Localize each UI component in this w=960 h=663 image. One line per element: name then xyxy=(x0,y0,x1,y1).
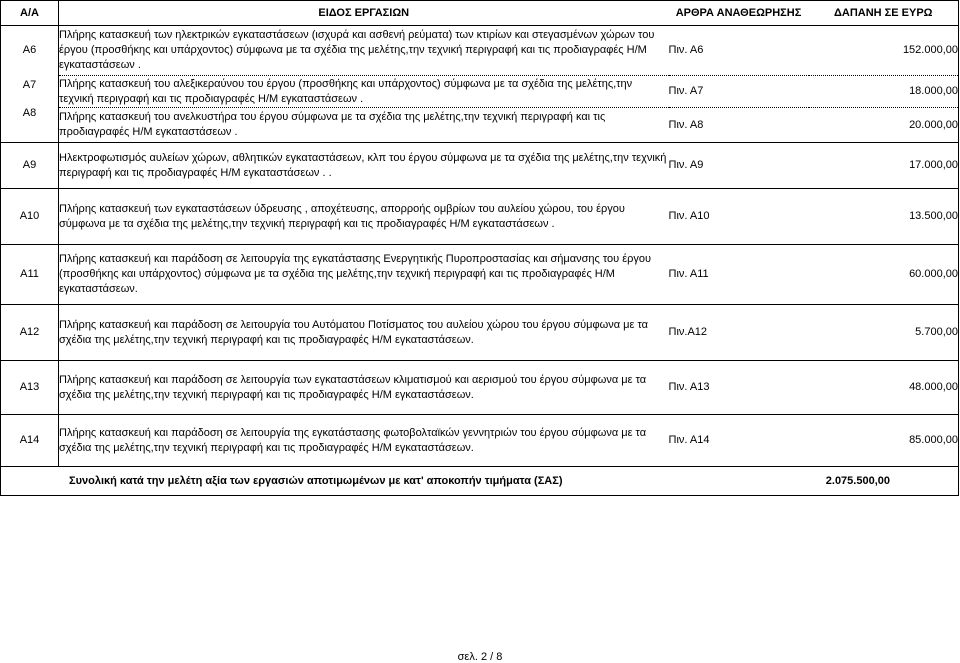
row-code: Α9 xyxy=(1,143,59,189)
row-description: Πλήρης κατασκευή και παράδοση σε λειτουργία της εγκατάστασης Ενεργητικής Πυροπροστασίας και σήμανσης του έργου (προσθήκης και υπάρχοντος) σύμφωνα με τα σχέδια της μελέτης,την τεχνική περιγραφή και τις προδιαγραφές Η/Μ εγκαταστάσεων. xyxy=(59,245,669,305)
table-row xyxy=(1,143,959,189)
total-label: Συνολική κατά την μελέτη αξία των εργασιών αποτιμωμένων με κατ' αποκοπήν τιμήματα (ΣΑΣ) xyxy=(1,467,809,496)
total-value: 2.075.500,00 xyxy=(809,467,959,496)
row-code: Α6 xyxy=(22,44,37,56)
table-row xyxy=(1,76,959,108)
table-row xyxy=(1,189,959,245)
row-description: Ηλεκτροφωτισμός αυλείων χώρων, αθλητικών εγκαταστάσεων, κλπ του έργου σύμφωνα με τα σχέδια της μελέτης,την τεχνική περιγραφή και τις προδιαγραφές Η/Μ εγκαταστάσεων . . xyxy=(59,143,669,189)
row-cost: 17.000,00 xyxy=(809,143,959,189)
row-code: Α10 xyxy=(1,189,59,245)
row-cost: 48.000,00 xyxy=(809,361,959,415)
row-cost: 5.700,00 xyxy=(809,305,959,361)
row-reference: Πιν. Α8 xyxy=(669,108,809,143)
header-reference: ΑΡΘΡΑ ΑΝΑΘΕΩΡΗΣΗΣ xyxy=(669,1,809,26)
table-row xyxy=(1,108,959,143)
row-cost: 20.000,00 xyxy=(809,108,959,143)
page-number: σελ. 2 / 8 xyxy=(457,651,503,663)
row-reference: Πιν. Α7 xyxy=(669,76,809,108)
row-reference: Πιν. Α10 xyxy=(669,189,809,245)
header-description: ΕΙΔΟΣ ΕΡΓΑΣΙΩΝ xyxy=(59,1,669,26)
table-header-row xyxy=(1,1,959,26)
row-cost: 13.500,00 xyxy=(809,189,959,245)
row-cost: 60.000,00 xyxy=(809,245,959,305)
row-cost: 18.000,00 xyxy=(809,76,959,108)
row-reference: Πιν.Α12 xyxy=(669,305,809,361)
row-cost: 85.000,00 xyxy=(809,415,959,467)
row-reference: Πιν. Α9 xyxy=(669,143,809,189)
row-reference: Πιν. Α11 xyxy=(669,245,809,305)
table-row xyxy=(1,245,959,305)
row-description: Πλήρης κατασκευή των ηλεκτρικών εγκαταστάσεων (ισχυρά και ασθενή ρεύματα) των κτιρίων και στεγασμένων χώρων του έργου (προσθήκης και υπάρχοντος) σύμφωνα με τα σχέδια της μελέτης,την τεχνική περιγραφή και τις προδιαγραφές Η/Μ εγκαταστάσεων . xyxy=(59,26,669,76)
row-reference: Πιν. Α14 xyxy=(669,415,809,467)
header-code: Α/Α xyxy=(1,1,59,26)
row-cost: 152.000,00 xyxy=(809,26,959,76)
row-code: Α12 xyxy=(1,305,59,361)
row-code: Α7 xyxy=(22,79,37,91)
table-row xyxy=(1,26,959,76)
table-row xyxy=(1,305,959,361)
row-reference: Πιν. Α6 xyxy=(669,26,809,76)
row-code: Α14 xyxy=(1,415,59,467)
total-row xyxy=(1,467,959,496)
row-code: Α8 xyxy=(22,107,37,119)
header-cost: ΔΑΠΑΝΗ ΣΕ ΕΥΡΩ xyxy=(809,1,959,26)
row-description: Πλήρης κατασκευή και παράδοση σε λειτουργία της εγκατάστασης φωτοβολταϊκών γεννητριών του έργου σύμφωνα με τα σχέδια της μελέτης,την τεχνική περιγραφή και τις προδιαγραφές Η/Μ εγκαταστάσεων. xyxy=(59,415,669,467)
row-reference: Πιν. Α13 xyxy=(669,361,809,415)
row-code: Α13 xyxy=(1,361,59,415)
row-description: Πλήρης κατασκευή των εγκαταστάσεων ύδρευσης , αποχέτευσης, απορροής ομβρίων του αυλείου χώρου, του έργου σύμφωνα με τα σχέδια της μελέτης,την τεχνική περιγραφή και τις προδιαγραφές Η/Μ εγκαταστάσεων . xyxy=(59,189,669,245)
table-row xyxy=(1,415,959,467)
row-code: Α11 xyxy=(1,245,59,305)
row-description: Πλήρης κατασκευή και παράδοση σε λειτουργία του Αυτόματου Ποτίσματος του αυλείου χώρου του έργου σύμφωνα με τα σχέδια της μελέτης,την τεχνική περιγραφή και τις προδιαγραφές Η/Μ εγκαταστάσεων. xyxy=(59,305,669,361)
row-description: Πλήρης κατασκευή του ανελκυστήρα του έργου σύμφωνα με τα σχέδια της μελέτης,την τεχνική περιγραφή και τις προδιαγραφές Η/Μ εγκαταστάσεων . xyxy=(59,108,669,143)
row-description: Πλήρης κατασκευή του αλεξικεραύνου του έργου (προσθήκης και υπάρχοντος) σύμφωνα με τα σχέδια της μελέτης,την τεχνική περιγραφή και τις προδιαγραφές Η/Μ εγκαταστάσεων . xyxy=(59,76,669,108)
row-description: Πλήρης κατασκευή και παράδοση σε λειτουργία των εγκαταστάσεων κλιματισμού και αερισμού του έργου σύμφωνα με τα σχέδια της μελέτης,την τεχνική περιγραφή και τις προδιαγραφές Η/Μ εγκαταστάσεων. xyxy=(59,361,669,415)
table-row xyxy=(1,361,959,415)
